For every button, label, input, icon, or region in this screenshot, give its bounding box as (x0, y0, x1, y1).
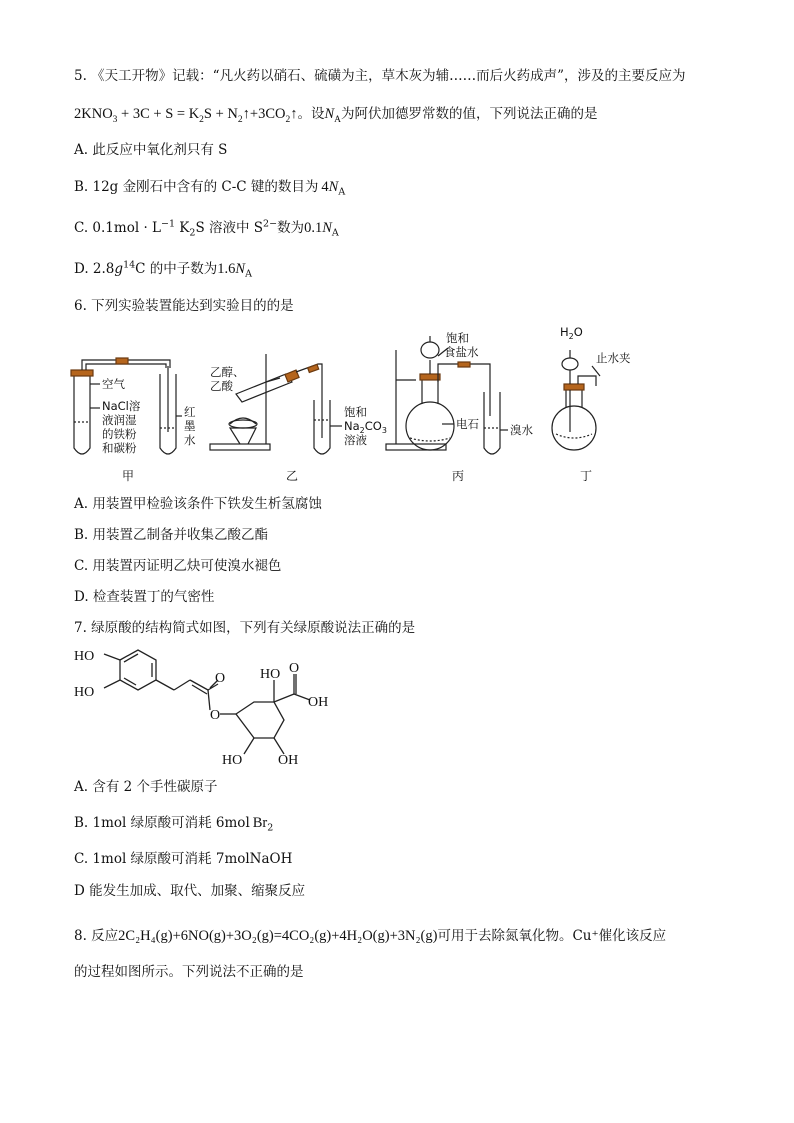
label-na2co3-1: 饱和 (344, 405, 367, 419)
q5-stem: 5. 《天工开物》记载：“凡火药以硝石、硫磺为主，草木灰为辅……而后火药成声”，涉及的主要反应为 (74, 68, 686, 84)
atom-ho-4: HO (222, 753, 243, 768)
label-reagents-2: 乙酸 (210, 379, 233, 393)
atom-cooh-oh: OH (308, 695, 329, 710)
q5-option-d: D. $2.8g^{14}C$ 的中子数为$1.6N_A$ (74, 259, 252, 280)
label-carbide: 电石 (456, 417, 479, 431)
label-reagents-1: 乙醇、 (210, 365, 245, 379)
atom-oh-2: OH (278, 753, 299, 768)
caption-yi: 乙 (286, 469, 299, 483)
label-ink-2: 墨 (184, 419, 196, 433)
caption-bing: 丙 (452, 469, 465, 483)
q7-chlorogenic-acid-structure (70, 640, 350, 772)
label-bromine: 溴水 (510, 423, 533, 437)
q5-option-b: B. 12g 金刚石中含有的 C-C 键的数目为 $4N_A$ (74, 179, 346, 198)
label-nacl-3: 的铁粉 (102, 427, 137, 441)
q6-option-a: A. 用装置甲检验该条件下铁发生析氢腐蚀 (74, 496, 322, 512)
q7-option-a: A. 含有 2 个手性碳原子 (74, 779, 218, 795)
label-brine-2: 食盐水 (444, 345, 479, 359)
q5-option-c: C. $0.1mol \cdot L^{-1}$ $K_2S$ 溶液中 $S^{2-}$数为$0.1N_A$ (74, 218, 339, 239)
caption-ding: 丁 (580, 469, 593, 483)
atom-ho-1: HO (74, 649, 95, 664)
q5-option-a: A. 此反应中氧化剂只有 S (74, 142, 228, 158)
q6-option-d: D. 检查装置丁的气密性 (74, 589, 215, 605)
label-nacl-2: 液润湿 (102, 413, 137, 427)
atom-ho-2: HO (74, 685, 95, 700)
atom-o-ester: O (210, 708, 221, 723)
label-clamp: 止水夹 (596, 351, 631, 365)
label-brine-1: 饱和 (446, 331, 469, 345)
q7-option-b: B. 1mol 绿原酸可消耗 6mol $Br_2$ (74, 815, 274, 834)
atom-o-carbonyl: O (215, 671, 226, 686)
q6-option-c: C. 用装置丙证明乙炔可使溴水褪色 (74, 558, 282, 574)
label-na2co3-2: $Na_2CO_3$ (344, 419, 387, 435)
label-ink-1: 红 (184, 405, 196, 419)
atom-ho-3: HO (260, 667, 281, 682)
q7-option-d: D 能发生加成、取代、加聚、缩聚反应 (74, 883, 306, 899)
label-nacl-1: NaCl溶 (102, 399, 141, 413)
q6-apparatus-figure (60, 320, 700, 490)
label-na2co3-3: 溶液 (344, 433, 367, 447)
q7-option-c: C. 1mol 绿原酸可消耗 7molNaOH (74, 851, 293, 867)
atom-cooh-o: O (289, 661, 300, 676)
q8-stem-line1: 8. 反应2C₂H₄(g)+6NO(g)+3O₂(g)=4CO₂(g)+4H₂O(g)+3N₂(g)可用于去除氮氧化物。Cu⁺催化该反应 (74, 928, 667, 944)
label-water: $H_2O$ (560, 325, 583, 341)
q5-equation-line: $2KNO_3 + 3C + S = K_2S$ + $N_2↑+3CO_2↑$。设$N_A$为阿伏加德罗常数的值，下列说法正确的是 (74, 106, 598, 125)
apparatus-ding (552, 350, 600, 450)
label-air: 空气 (102, 377, 125, 391)
q5-equation: $2KNO_3 + 3C + S = K_2S$ + $N_2↑+3CO_2↑$ (74, 106, 298, 125)
q6-stem: 6. 下列实验装置能达到实验目的的是 (74, 298, 294, 314)
caption-jia: 甲 (122, 469, 135, 483)
q7-stem: 7. 绿原酸的结构简式如图，下列有关绿原酸说法正确的是 (74, 620, 416, 636)
q8-stem-line2: 的过程如图所示。下列说法不正确的是 (74, 964, 304, 980)
label-nacl-4: 和碳粉 (102, 441, 137, 455)
label-ink-3: 水 (184, 433, 196, 447)
q6-option-b: B. 用装置乙制备并收集乙酸乙酯 (74, 527, 269, 543)
